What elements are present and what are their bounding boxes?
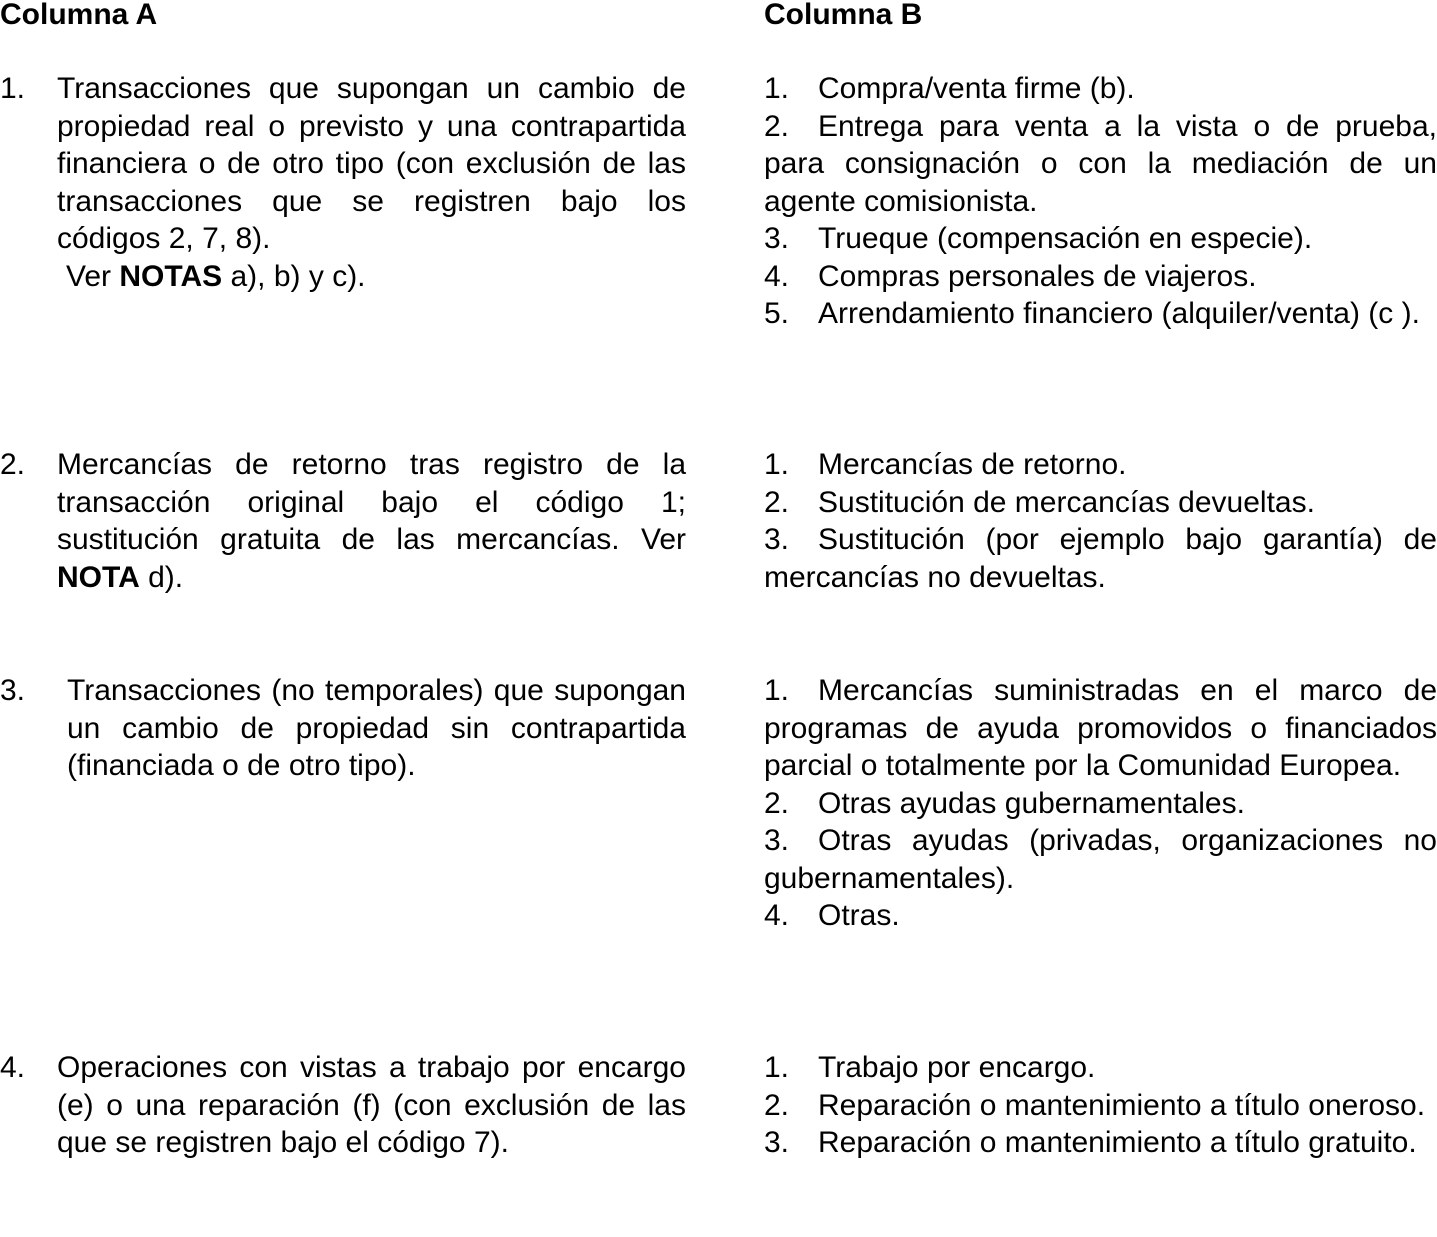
column-a-entry-2 (0, 446, 686, 596)
list-item (764, 484, 1437, 522)
list-item-text: Trueque (compensación en especie). (818, 222, 1313, 255)
list-item-number: 1. (764, 72, 790, 105)
list-item-number: 2. (764, 786, 790, 820)
list-item (764, 108, 1437, 221)
list-item (764, 446, 1437, 484)
entry-text (57, 446, 686, 596)
list-item-number: 4. (764, 259, 790, 293)
list-item-text: Otras ayudas (privadas, organizaciones no gubernamentales). (764, 824, 1437, 895)
list-item (764, 822, 1437, 897)
list-item (764, 672, 1437, 785)
list-item-text: Mercancías de retorno. (818, 448, 1127, 481)
list-item-text: Sustitución de mercancías devueltas. (818, 485, 1315, 519)
list-item (764, 1087, 1437, 1125)
list-item-number: 3. (764, 222, 790, 255)
list-item-text: Otras. (818, 899, 900, 932)
list-item-text: Mercancías suministradas en el marco de programas de ayuda promovidos o financiados parcial o totalmente por la Comunidad Europea. (764, 674, 1437, 782)
note-keyword: NOTAS (119, 259, 223, 293)
entry-text-body: Mercancías de retorno tras registro de la transacción original bajo el código 1; sustitución gratuita de las mercancías. Ver (57, 448, 686, 556)
list-item-number: 3. (764, 1126, 790, 1159)
note-keyword: NOTA (57, 560, 140, 594)
list-item (764, 295, 1437, 333)
entry-number: 3. (0, 674, 26, 707)
note-prefix: Ver (66, 259, 112, 293)
entry-text: Operaciones con vistas a trabajo por encargo (e) o una reparación (f) (con exclusión de las que se registren bajo el código 7). (57, 1051, 686, 1159)
list-item (764, 220, 1437, 258)
column-a-header: Columna A (0, 0, 158, 31)
entry-text: Transacciones que supongan un cambio de propiedad real o previsto y una contrapartida financiera o de otro tipo (con exclusión de las transacciones que se registren bajo los códigos 2, 7, 8). (57, 72, 686, 255)
list-item-text: Reparación o mantenimiento a título gratuito. (818, 1126, 1417, 1159)
list-item-number: 2. (764, 485, 790, 519)
list-item-number: 5. (764, 297, 790, 330)
entry-number: 1. (0, 72, 26, 105)
list-item-text: Sustitución (por ejemplo bajo garantía) de mercancías no devueltas. (764, 523, 1437, 594)
list-item (764, 897, 1437, 935)
list-item-number: 2. (764, 1088, 790, 1122)
list-item-text: Compra/venta firme (b). (818, 72, 1135, 105)
entry-text: Transacciones (no temporales) que supongan un cambio de propiedad sin contrapartida (financiada o de otro tipo). (67, 674, 686, 782)
entry-number: 2. (0, 448, 26, 481)
column-b-entry-2 (764, 446, 1437, 596)
column-a-entry-3 (0, 672, 686, 785)
list-item (764, 1124, 1437, 1162)
list-item-text: Compras personales de viajeros. (818, 259, 1257, 293)
list-item-number: 3. (764, 824, 790, 857)
list-item (764, 785, 1437, 823)
list-item-number: 4. (764, 899, 790, 932)
note-suffix: a), b) y c). (230, 259, 366, 293)
column-b-entry-4 (764, 1049, 1437, 1162)
list-item-number: 1. (764, 1051, 790, 1084)
list-item-text: Arrendamiento financiero (alquiler/venta) (c ). (818, 297, 1420, 330)
column-a-entry-1 (0, 70, 686, 295)
list-item (764, 258, 1437, 296)
entry-note (66, 258, 686, 296)
list-item-text: Reparación o mantenimiento a título oneroso. (818, 1088, 1426, 1122)
list-item-number: 2. (764, 109, 790, 143)
note-suffix: d). (148, 560, 184, 594)
column-a-entry-4 (0, 1049, 686, 1162)
entry-number: 4. (0, 1051, 26, 1084)
list-item-text: Otras ayudas gubernamentales. (818, 786, 1245, 820)
list-item-text: Entrega para venta a la vista o de prueba, para consignación o con la mediación de un agente comisionista. (764, 109, 1437, 218)
list-item-number: 1. (764, 674, 790, 707)
list-item-number: 1. (764, 448, 790, 481)
column-b-entry-1 (764, 70, 1437, 333)
list-item-number: 3. (764, 523, 790, 556)
list-item-text: Trabajo por encargo. (818, 1051, 1096, 1084)
list-item (764, 70, 1437, 108)
list-item (764, 1049, 1437, 1087)
column-b-entry-3 (764, 672, 1437, 935)
column-b-header: Columna B (764, 0, 923, 31)
list-item (764, 521, 1437, 596)
